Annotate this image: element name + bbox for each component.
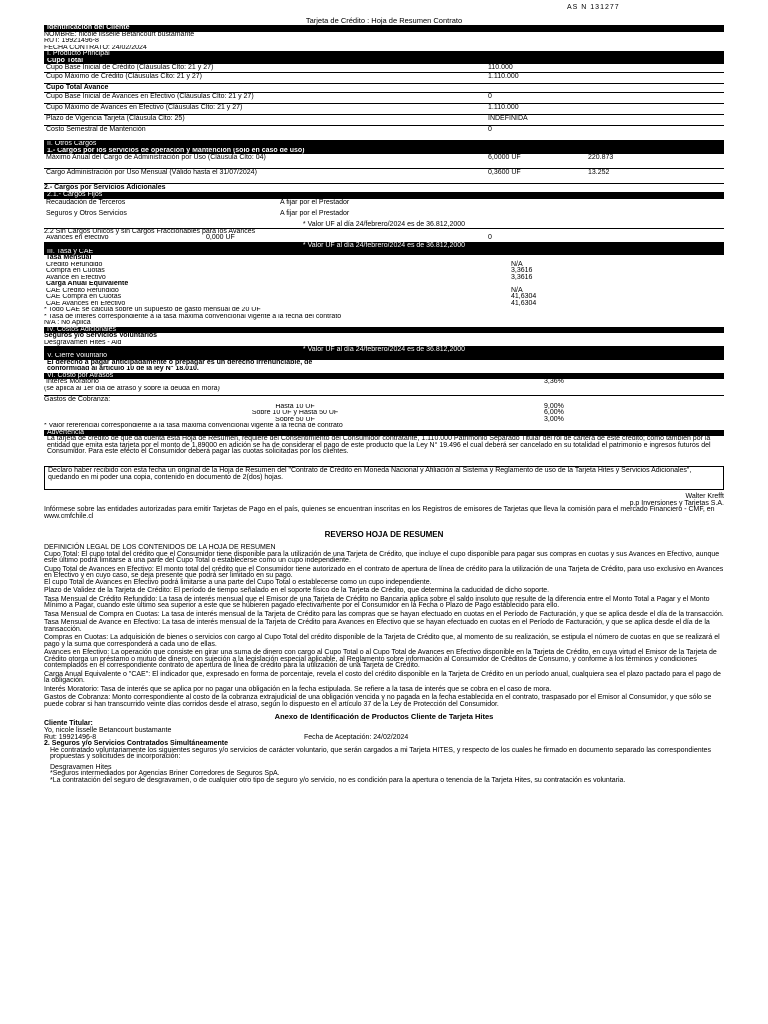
seguros-contratados-header: 2. Seguros y/o Servicios Contratados Simultáneamente xyxy=(44,740,228,747)
cargo-row xyxy=(44,169,724,184)
service-row xyxy=(44,210,724,221)
tasa-mensual-label: Tasa Mensual xyxy=(46,255,92,261)
seguro-note: *Seguros intermediados por Agencias Briner Corredores de Seguros SpA. xyxy=(50,770,280,777)
service-value: A fijar por el Prestador xyxy=(280,209,350,217)
avance-label: Cupo Máximo de Avances en Efectivo (Cláusulas Clto: 21 y 27) xyxy=(46,104,243,111)
document-page xyxy=(44,4,724,784)
avance-row xyxy=(44,126,724,141)
seguro-item: Desgravamen Hites xyxy=(50,763,112,771)
as-number: AS N 131277 xyxy=(567,4,620,11)
tasa-value: N/A xyxy=(511,260,523,268)
tasa-label: Crédito Refundido xyxy=(46,261,103,268)
reverso-title: REVERSO HOJA DE RESUMEN xyxy=(324,530,444,539)
producto-section-header: I. Producto Principal xyxy=(44,51,724,58)
avance-label: Costo Semestral de Mantención xyxy=(46,126,146,133)
gasto-label: Hasta 10 UF xyxy=(275,403,315,410)
seguros-header: Seguros y/o Servicios Voluntarios xyxy=(44,333,158,339)
definition-paragraph: Tasa Mensual de Crédito Refundido: La tasa de interés mensual que el Emisor de una Tarjeta de Crédito no Bancaria aplica sobre el saldo insoluto que resulte de la diferencia entre el Monto Total a Pagar y el Monto Mínimo a Pagar, cuando este último sea superior a este que se hubieren pagado efectivamente por el Consumidor en la Fecha o Plazo de Pago establecido para ello. xyxy=(44,595,710,609)
definition-paragraph: Tasa Mensual de Compra en Cuotas: La tasa de interés mensual de la Tarjeta de Crédito para las compras que se hayan efectuado en cuotas en el Período de Facturación, y que se aplica desde el día de la transacción. xyxy=(44,610,724,618)
tasa-label: Compra en Cuotas xyxy=(46,268,105,274)
cae-value: 41,6304 xyxy=(511,293,537,300)
titular-rut: Rut: 19921496-8 xyxy=(44,734,97,741)
service-value: A fijar por el Prestador xyxy=(280,198,350,206)
informese-text: Infórmese sobre las entidades autorizadas para emitir Tarjetas de Pago en el país, quienes se encuentran inscritas en los Registros de emisores de Tarjetas que lleva la comisión para el mercado Financiero - CMF, en www.cmfchile.cl xyxy=(44,506,715,520)
cargos-fijos-header: 2.1.- Cargos Fijos xyxy=(44,192,724,199)
cargos-section-header: II. Otros Cargos xyxy=(44,141,724,148)
cargos-sub2-header: 2.- Cargos por Servicios Adicionales xyxy=(44,184,166,191)
gasto-value: 9,00% xyxy=(544,402,564,410)
tasas-section-header: III. Tasa y CAE xyxy=(44,249,724,256)
cargos-sub22: 2.2 Sin Cargos Únicos y sin Cargos Fraccionables para los Avances xyxy=(44,228,256,235)
cae-label: Carga Anual Equivalente xyxy=(46,281,129,287)
acceptance-date: Fecha de Aceptación: 24/02/2024 xyxy=(304,734,409,741)
cargo-clp: 13.252 xyxy=(588,169,610,176)
atrasos-section-header: VI. Costo por Atrasos xyxy=(44,373,724,380)
advertencia-section-header: Advertencia xyxy=(44,430,724,437)
seguros-contratados-text: He contratado voluntariamente los siguientes seguros y/o servicios de carácter voluntario, que serán cargados a mi Tarjeta HITES, y respecto de los cuales he firmado en documento separado las correspondientes propuestas y solicitudes de incorporación: xyxy=(50,746,711,760)
definition-paragraph: El cupo Total de Avances en Efectivo podrá limitarse a una parte del Cupo Total o establecerse como un cupo independiente. xyxy=(44,578,432,586)
client-name: NOMBRE: nicole lisselle Betancourt bustamante xyxy=(44,31,195,38)
tasa-note: * Todo CAE se calcula sobre un supuesto de gasto mensual de 20 UF xyxy=(44,307,261,313)
client-section-header: Identificación del Cliente xyxy=(44,25,724,32)
definition-paragraph: Tasa Mensual de Avance en Efectivo: La tasa de interés mensual de la Tarjeta de Crédito para Avances en Efectivo que se hayan efectuado en cuotas en el Período de Facturación, y que se aplica desde el día de la transacción. xyxy=(44,619,710,633)
cae-label: CAE Avances en Efectivo xyxy=(46,300,126,307)
tasa-note: * Tasa de interés correspondiente a la tasa máxima convencional vigente a la fecha del contrato xyxy=(44,313,342,320)
tasa-value: 3,3616 xyxy=(511,273,533,281)
avances-clp: 0 xyxy=(488,234,492,241)
client-rut: RUT: 19921496-8 xyxy=(44,38,99,44)
cargo-label: Cargo Administración por Uso Mensual (Válido hasta el 31/07/2024) xyxy=(46,169,257,176)
service-label: Seguros y Otros Servicios xyxy=(46,209,127,217)
cargo-row xyxy=(44,154,724,169)
cae-value: N/A xyxy=(511,286,523,294)
cargo-uf: 0,3600 UF xyxy=(488,169,521,176)
avance-label: Cupo Base Inicial de Avances en Efectivo (Cláusulas Clto: 21 y 27) xyxy=(46,93,254,100)
seguro-item: Desgravamen Hites - Ald xyxy=(44,339,122,346)
uf-note: * Valor UF al día 24/febrero/2024 es de 36.812,2000 xyxy=(44,242,724,249)
cupo-avance-label: Cupo Total Avance xyxy=(46,84,109,91)
avance-row xyxy=(44,93,724,104)
cupo-row xyxy=(44,64,724,73)
advertencia-text: La tarjeta de crédito de que da cuenta esta Hoja de Resumen, requiere del Consentimiento del Consumidor contratante, 1.110.000 Patrimonio Separado Titular del rol de cartera de este crédito; como también por la entidad que emita esta tarjeta por el monto de 1.89000 en adición se ha de considerar el pago de este producto que la Ley N° 19.496 el cual deberá ser cancelado en su totalidad el patrimonio e ingresos futuros del Consumidor. Para este efecto el Consumidor deberá pagar las cuotas solicitadas por los clientes. xyxy=(47,436,711,455)
avance-value: INDEFINIDA xyxy=(488,115,528,122)
uf-note: * Valor UF al día 24/febrero/2024 es de 36.812,2000 xyxy=(44,221,724,229)
cargo-uf: 6,0000 UF xyxy=(488,154,521,161)
cupo-total-header: Cupo Total xyxy=(44,58,724,65)
signer-name: Walter Krefft xyxy=(685,493,724,500)
definition-paragraph: Cupo Total de Avances en Efectivo: El monto total del crédito que el Consumidor tiene autorizado en el contrato de apertura de línea de crédito para la utilización de una Tarjeta de Crédito, para uso exclusivo en Avances en Efectivo y en cuyo caso, se deja presente que podrá ser limitado en su pago. xyxy=(44,565,724,579)
definition-paragraph: Avances en Efectivo: La operación que consiste en girar una suma de dinero con cargo al Cupo Total o al Cupo Total de Avances en Efectivo disponible en la Tarjeta de Crédito, en cuya virtud el Emisor de la Tarjeta de Crédito otorga un préstamo o mutuo de dinero, con sujeción a la legislación especial aplicable, al Reglamento sobre información al Consumidor de Créditos de Consumo, y conforme a los términos y condiciones contemplados en el correspondiente contrato de apertura de línea de crédito para la utilización de una Tarjeta de Crédito. xyxy=(44,649,717,669)
avance-value: 0 xyxy=(488,93,492,100)
uf-note: * Valor UF al día 24/febrero/2024 es de 36.812,2000 xyxy=(44,346,724,353)
avances-label: Avances en efectivo xyxy=(46,235,109,241)
cae-value: 41,6304 xyxy=(511,299,537,307)
titular-label: Cliente Titular: xyxy=(44,720,93,727)
gasto-value: 6,00% xyxy=(544,409,564,416)
cierre-text: El derecho a pagar anticipadamente o prepagar es un derecho irrenunciable, de xyxy=(47,359,313,366)
service-label: Recaudación de Terceros xyxy=(46,198,126,206)
cierre-text: conformidad al artículo 10 de la ley N° 18.010. xyxy=(47,366,199,372)
cupo-value: 1.110.000 xyxy=(488,73,519,80)
tasa-label: Avance en Efectivo xyxy=(46,274,106,281)
definition-paragraph: DEFINICIÓN LEGAL DE LOS CONTENIDOS DE LA HOJA DE RESUMEN xyxy=(44,544,276,551)
gastos-label: Gastos de Cobranza: xyxy=(44,395,111,403)
definition-paragraph: Interés Moratorio: Tasa de interés que se aplica por no pagar una obligación en la fecha estipulada. Se refiere a la tasa de interés que se cobra en el caso de mora. xyxy=(44,685,552,693)
costos-section-header: IV. Costos Adicionales xyxy=(44,327,724,334)
document-title: Tarjeta de Crédito : Hoja de Resumen Contrato xyxy=(305,16,463,25)
cargo-clp: 220.873 xyxy=(588,154,614,161)
gasto-value: 3,00% xyxy=(544,415,564,423)
declaracion-text: Declaro haber recibido con esta fecha un original de la Hoja de Resumen del "Contrato de Crédito en Moneda Nacional y Afiliación al Sistema y Reglamento de uso de la Tarjeta Hites y Servicios Adicionales", quedando en mi poder una copia, contenido en documento de 2(dos) hojas. xyxy=(44,466,724,490)
definition-paragraph: Cupo Total: El cupo total del crédito que el Consumidor tiene disponible para la utilización de una Tarjeta de Crédito, que incluye el cupo disponible para pagar sus compras en cuotas y sus Avances en Efectivo, aunque este último podrá limitarse a una parte del Cupo Total o establecerse como un cupo independiente. xyxy=(44,550,720,564)
seguro-note: *La contratación del seguro de desgravamen, o de cualquier otro tipo de seguro y/o servicio, no es condición para la apertura o tenencia de la Tarjeta Hites, su contratación es voluntaria. xyxy=(50,776,626,784)
gasto-label: Sobre 50 UF xyxy=(275,416,315,423)
interes-label: Interés Moratorio xyxy=(46,379,99,385)
service-row xyxy=(44,199,724,210)
cae-label: CAE Compra en Cuotas xyxy=(46,294,122,300)
gasto-label: Sobre 10 UF y Hasta 50 UF xyxy=(251,410,339,416)
definition-paragraph: Gastos de Cobranza: Monto correspondiente al costo de la cobranza extrajudicial de una obligación vencida y no pagada en la fecha establecida en el contrato, traspasado por el Emisor al Consumidor, y que sólo se puede cobrar si han transcurrido veinte días corridos desde el atraso, según lo dispuesto en el artículo 37 de la Ley de Protección del Consumidor. xyxy=(44,694,712,708)
anexo-title: Anexo de Identificación de Productos Cliente de Tarjeta Hites xyxy=(274,712,494,721)
tasa-note: N/A : No Aplica xyxy=(44,320,91,326)
cierre-section-header: V. Cierre Voluntario xyxy=(44,353,724,360)
contract-date: FECHA CONTRATO: 24/02/2024 xyxy=(44,44,147,51)
interes-note: (se aplica al 1er día de atraso y sobre la deuda en mora) xyxy=(44,386,724,396)
interes-value: 3,36% xyxy=(544,378,564,385)
avance-label: Plazo de Vigencia Tarjeta (Cláusula Clto: 25) xyxy=(46,115,185,122)
cargos-sub1-header: 1.- Cargos por los servicios de operación y Mantención (sólo en caso de uso) xyxy=(44,148,724,155)
atrasos-note: * Valor referencial correspondiente a la tasa máxima convencional vigente a la fecha de contrato xyxy=(44,423,343,429)
cupo-value: 110.000 xyxy=(488,64,513,71)
avance-row xyxy=(44,104,724,115)
cupo-label: Cupo Máximo de Crédito (Cláusulas Clto: 21 y 27) xyxy=(46,73,203,80)
cupo-row xyxy=(44,73,724,84)
avances-uf: 0,000 UF xyxy=(206,234,235,241)
titular-name: Yo, nicole lisselle Betancourt bustamante xyxy=(44,726,172,734)
definition-paragraph: Compras en Cuotas: La adquisición de bienes o servicios con cargo al Cupo Total del crédito disponible de la Tarjeta de Crédito que, al momento de su realización, se estipula el número de cuotas en que se realizará el pago y la suma que corresponderá a cada uno de ellas. xyxy=(44,634,720,648)
cupo-avance-header xyxy=(44,84,724,93)
cargo-label: Máximo Anual del Cargo de Administración por Uso (Cláusula Clto: 04) xyxy=(46,154,266,161)
definition-paragraph: Carga Anual Equivalente o "CAE": El indicador que, expresado en forma de porcentaje, revela el costo del crédito disponible en la Tarjeta de Crédito en un período anual, cualquiera sea el plazo pactado para el pago de la obligación. xyxy=(44,670,721,684)
avance-value: 0 xyxy=(488,126,492,133)
definition-paragraph: Plazo de Validez de la Tarjeta de Crédito: El período de tiempo señalado en el soporte físico de la Tarjeta de Crédito, que determina la caducidad de dicho soporte. xyxy=(44,587,550,594)
tasa-value: 3,3616 xyxy=(511,267,533,274)
cupo-label: Cupo Base Inicial de Crédito (Cláusulas Clto: 21 y 27) xyxy=(46,64,214,71)
avance-row xyxy=(44,115,724,126)
signer-company: p.p Inversiones y Tarjetas S.A. xyxy=(629,500,724,507)
avance-value: 1.110.000 xyxy=(488,104,519,111)
cae-label: CAE Crédito Refundido xyxy=(46,287,119,294)
